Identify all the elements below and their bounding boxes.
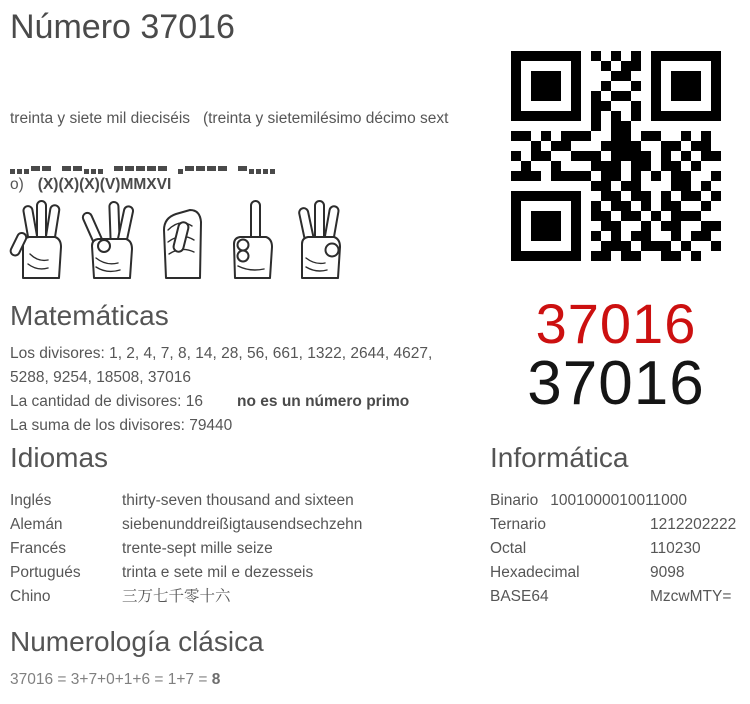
language-label: Inglés	[10, 492, 52, 509]
word-form-line1: treinta y siete mil dieciséis (treinta y sietemilésimo décimo sext	[10, 110, 449, 127]
qr-code	[511, 51, 721, 261]
idiomas-table	[10, 489, 362, 609]
divisor-sum-line: La suma de los divisores: 79440	[10, 417, 233, 434]
not-prime-note: no es un número primo	[237, 393, 410, 410]
hand-sign-3-icon	[8, 196, 72, 282]
base-value: MzcwMTY=	[650, 588, 732, 605]
big-number-display	[490, 292, 742, 418]
idiomas-row-portugues	[10, 561, 362, 585]
matematicas-body	[10, 342, 474, 438]
base-value: 9098	[650, 564, 685, 581]
idiomas-row-frances	[10, 537, 362, 561]
language-label: Chino	[10, 588, 51, 605]
language-value: thirty-seven thousand and sixteen	[122, 492, 354, 509]
hand-sign-0-icon	[148, 196, 212, 282]
idiomas-row-aleman	[10, 513, 362, 537]
sign-language-digits	[8, 196, 352, 282]
section-heading-idiomas: Idiomas	[10, 442, 109, 473]
morse-code	[10, 163, 286, 175]
divisors-line: Los divisores: 1, 2, 4, 7, 8, 14, 28, 56, 661, 1322, 2644, 4627, 5288, 9254, 18508, 37016	[10, 345, 433, 386]
language-label: Portugués	[10, 564, 81, 581]
big-number-black: 37016	[527, 349, 705, 418]
language-value: trinta e sete mil e dezesseis	[122, 564, 314, 581]
divisor-count: La cantidad de divisores: 16	[10, 393, 204, 410]
formula-text: 37016 = 3+7+0+1+6 = 1+7 =	[10, 671, 212, 688]
informatica-row-ternario	[490, 513, 736, 537]
language-label: Francés	[10, 540, 66, 557]
numerology-formula	[10, 671, 220, 689]
idiomas-row-ingles	[10, 489, 362, 513]
informatica-table	[490, 489, 736, 609]
base-label: BASE64	[490, 588, 549, 605]
language-value: siebenunddreißigtausendsechzehn	[122, 516, 363, 533]
language-label: Alemán	[10, 516, 63, 533]
roman-numeral: (X)(X)(X)(V)MMXVI	[37, 176, 172, 193]
base-label: Ternario	[490, 516, 546, 533]
informatica-row-octal	[490, 537, 736, 561]
hand-sign-7-icon	[78, 196, 142, 282]
hand-sign-1-icon	[218, 196, 282, 282]
informatica-row-base64	[490, 585, 736, 609]
big-number-red: 37016	[535, 292, 697, 355]
section-heading-informatica: Informática	[490, 442, 629, 473]
base-label: Binario	[490, 492, 539, 509]
page-title: Número 37016	[10, 8, 235, 46]
base-value: 1212202222	[650, 516, 737, 533]
idiomas-row-chino	[10, 585, 362, 609]
base-label: Hexadecimal	[490, 564, 580, 581]
divisor-count-line	[10, 390, 474, 414]
base-label: Octal	[490, 540, 527, 557]
section-heading-numerologia: Numerología clásica	[10, 626, 264, 657]
base-value: 1001000010011000	[550, 492, 688, 509]
formula-result: 8	[211, 671, 221, 688]
base-value: 110230	[650, 540, 701, 557]
section-heading-matematicas: Matemáticas	[10, 300, 169, 331]
hand-sign-6-icon	[288, 196, 352, 282]
language-value: trente-sept mille seize	[122, 540, 273, 557]
word-form-line2-prefix: o)	[10, 176, 24, 193]
informatica-row-hexadecimal	[490, 561, 736, 585]
language-value: 三万七千零十六	[122, 588, 231, 605]
informatica-row-binario	[490, 489, 736, 513]
